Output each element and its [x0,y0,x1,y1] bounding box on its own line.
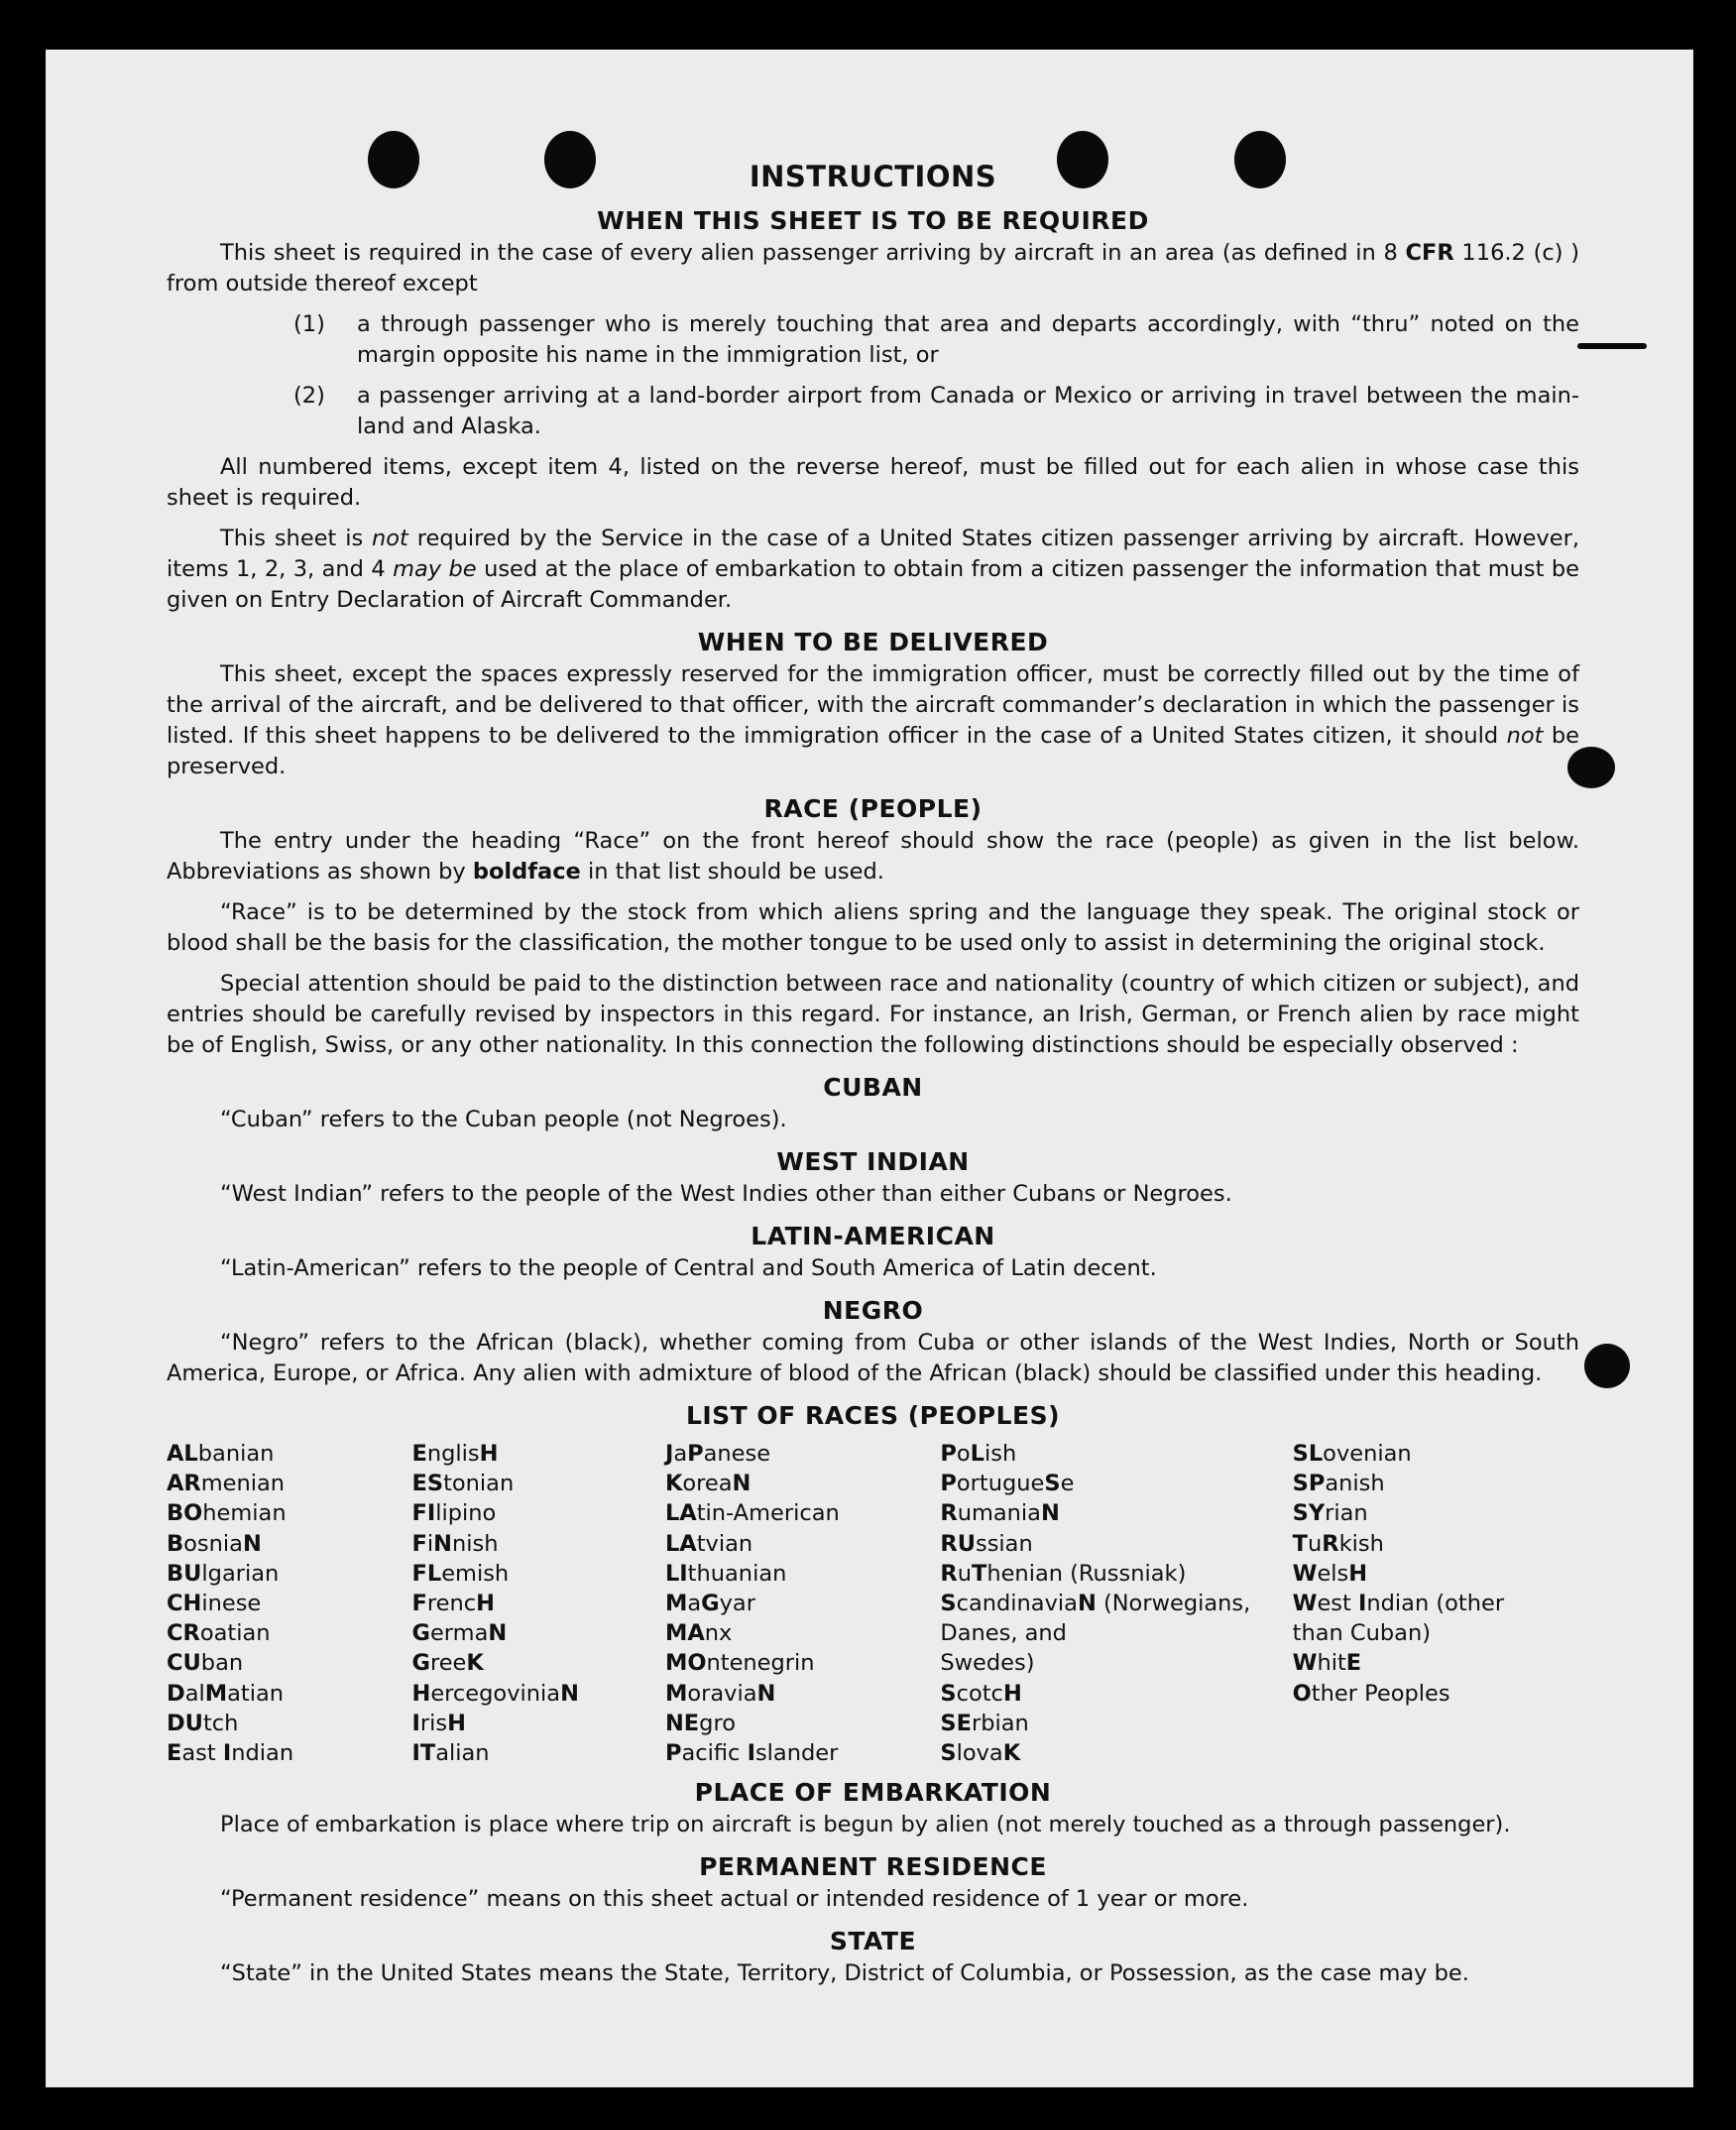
race-abbrev: N [1077,1591,1097,1617]
race-abbrev: CH [167,1591,202,1617]
race-entry: MAnx [664,1620,733,1647]
race-abbrev: P [687,1441,704,1467]
race-entry: FrencH [411,1591,495,1617]
race-abbrev: SP [1292,1471,1326,1497]
race-abbrev: K [1002,1740,1021,1767]
race-abbrev: S [940,1680,957,1707]
races-list [167,1439,1579,1768]
para-delivered: This sheet, except the spaces expressly reserved for the immigration officer, must be correctly filled out by the time of the arrival of the aircraft, and be delivered to that officer, with the aircraft commander’s declaration in which the passenger is listed. If this sheet happens to be delivered to the immigration officer in the case of a United States citizen, it should not be preserved. [167,661,1579,779]
race-abbrev: AL [167,1441,198,1467]
race-abbrev: W [1292,1650,1318,1677]
race-entry: BOhemian [167,1500,287,1527]
race-abbrev: FI [411,1500,436,1527]
race-entry: East Indian [167,1740,294,1767]
races-column [411,1439,664,1768]
race-entry: HercegoviniaN [411,1680,579,1707]
heading-negro: NEGRO [822,1296,924,1325]
heading-when-delivered: WHEN TO BE DELIVERED [697,628,1049,656]
heading-cuban: CUBAN [823,1073,923,1102]
race-abbrev: LA [664,1530,697,1557]
races-column [940,1439,1292,1768]
race-abbrev: P [664,1740,682,1767]
race-entry: LAtvian [664,1530,753,1557]
race-entry: IrisH [411,1710,466,1736]
race-abbrev: G [411,1620,430,1647]
race-abbrev: S [1044,1471,1061,1497]
race-entry: SlovaK [940,1740,1021,1767]
race-entry: ScotcH [940,1680,1022,1707]
race-entry: Pacific Islander [664,1740,839,1767]
races-column [167,1439,411,1768]
race-abbrev: MO [664,1650,707,1677]
race-abbrev: H [447,1710,466,1736]
race-entry: LAtin-American [664,1500,840,1527]
race-abbrev: N [756,1680,776,1707]
race-abbrev: AR [167,1471,201,1497]
heading-when-required: WHEN THIS SHEET IS TO BE REQUIRED [597,206,1149,235]
race-entry: Swedes) [940,1650,1035,1677]
para-race-stock: “Race” is to be determined by the stock from which aliens spring and the language they speak. The original stock or blood shall be the basis for the classification, the mother tongue to be used only to assist in determining the original stock. [167,899,1579,956]
para-required-intro: This sheet is required in the case of every alien passenger arriving by aircraft in an area (as defined in 8 CFR 116.2 (c) ) from outside thereof except [167,240,1579,296]
race-entry: than Cuban) [1292,1620,1431,1647]
para-race-nationality: Special attention should be paid to the distinction between race and nationality (country of which citizen or subject), and entries should be carefully revised by inspectors in this regard. For instance, an Irish, German, or French alien by race might be of English, Swiss, or any other nationality. In this connection the following distinctions should be especially observed : [167,971,1579,1058]
race-abbrev: K [466,1650,484,1677]
race-entry: MOntenegrin [664,1650,815,1677]
race-abbrev: N [242,1530,262,1557]
race-entry: EnglisH [411,1441,499,1467]
race-entry: MaGyar [664,1591,755,1617]
exception-item-1: (1) a through passenger who is merely touching that area and departs accordingly, with “thru” noted on the margin opposite his name in the immigration list, or [293,311,1579,368]
race-abbrev: M [664,1680,688,1707]
race-abbrev: P [940,1471,957,1497]
instructions-content [167,154,1579,1999]
race-abbrev: T [1292,1530,1308,1557]
race-entry: RuThenian (Russniak) [940,1560,1187,1587]
race-abbrev: FL [411,1560,442,1587]
race-abbrev: BU [167,1560,202,1587]
para-citizen: This sheet is not required by the Service in the case of a United States citizen passenger arriving by aircraft. However, items 1, 2, 3, and 4 may be used at the place of embarkation to obtain from a citizen passenger the information that must be given on Entry Declaration of Aircraft Commander. [167,526,1579,613]
para-residence: “Permanent residence” means on this sheet actual or intended residence of 1 year or more. [220,1886,1249,1913]
race-abbrev: DU [167,1710,203,1736]
para-latin-american: “Latin-American” refers to the people of Central and South America of Latin decent. [220,1255,1157,1281]
race-abbrev: H [479,1441,499,1467]
race-abbrev: ES [411,1471,444,1497]
race-abbrev: SE [940,1710,972,1736]
race-abbrev: W [1292,1560,1318,1587]
race-abbrev: LI [664,1560,688,1587]
race-abbrev: H [476,1591,495,1617]
race-entry: EStonian [411,1471,515,1497]
race-abbrev: O [1292,1680,1312,1707]
race-entry: LIthuanian [664,1560,787,1587]
race-abbrev: RU [940,1530,976,1557]
race-abbrev: D [167,1680,185,1707]
race-entry: SYrian [1292,1500,1368,1527]
race-entry: FiNnish [411,1530,499,1557]
para-state: “State” in the United States means the State, Territory, District of Columbia, or Possession, as the case may be. [220,1960,1469,1987]
race-entry: SPanish [1292,1471,1385,1497]
race-abbrev: R [940,1500,958,1527]
race-abbrev: LA [664,1500,697,1527]
race-entry: JaPanese [664,1441,771,1467]
race-entry: PortugueSe [940,1471,1075,1497]
race-abbrev: N [433,1530,452,1557]
exception-item-2: (2) a passenger arriving at a land-border airport from Canada or Mexico or arriving in travel between the main-land and Alaska. [293,383,1579,439]
race-entry: ITalian [411,1740,490,1767]
race-abbrev: BO [167,1500,203,1527]
race-abbrev: E [167,1740,182,1767]
race-abbrev: N [732,1471,752,1497]
race-entry: TuRkish [1292,1530,1384,1557]
race-entry: ALbanian [167,1441,275,1467]
heading-race: RACE (PEOPLE) [763,794,983,823]
heading-residence: PERMANENT RESIDENCE [699,1852,1047,1882]
race-abbrev: N [1040,1500,1060,1527]
race-entry: Danes, and [940,1620,1067,1647]
para-race-entry: The entry under the heading “Race” on the front hereof should show the race (people) as given in the list below. Abbreviations as shown by boldface in that list should be used. [167,828,1579,885]
heading-west-indian: WEST INDIAN [776,1147,970,1176]
race-entry: DalMatian [167,1680,285,1707]
race-entry: BosniaN [167,1530,262,1557]
race-abbrev: W [1292,1591,1318,1617]
race-entry: BUlgarian [167,1560,280,1587]
race-entry: RUssian [940,1530,1033,1557]
race-entry: SErbian [940,1710,1029,1736]
race-abbrev: CR [167,1620,200,1647]
race-abbrev: B [167,1530,184,1557]
race-entry: SLovenian [1292,1441,1412,1467]
race-abbrev: H [411,1680,431,1707]
race-abbrev: E [1345,1650,1362,1677]
race-abbrev: E [411,1441,427,1467]
race-abbrev: T [971,1560,987,1587]
race-abbrev: H [1002,1680,1022,1707]
race-abbrev: F [411,1530,427,1557]
para-negro: “Negro” refers to the African (black), whether coming from Cuba or other islands of the West Indies, North or South America, Europe, or Africa. Any alien with admixture of blood of the African (black) should be classified under this heading. [167,1330,1579,1386]
race-abbrev: NE [664,1710,700,1736]
race-entry: MoraviaN [664,1680,776,1707]
race-entry: WelsH [1292,1560,1368,1587]
races-column [1293,1439,1579,1768]
ink-blot [1584,1344,1630,1388]
race-entry: NEgro [664,1710,736,1736]
race-abbrev: R [940,1560,958,1587]
race-abbrev: N [560,1680,579,1707]
document-sheet [46,50,1693,2087]
race-entry: GermaN [411,1620,508,1647]
race-entry: CRoatian [167,1620,271,1647]
race-abbrev: F [411,1591,427,1617]
race-entry: CHinese [167,1591,262,1617]
heading-embarkation: PLACE OF EMBARKATION [694,1778,1052,1808]
race-abbrev: M [204,1680,228,1707]
race-entry: FLemish [411,1560,510,1587]
para-embarkation: Place of embarkation is place where trip on aircraft is begun by alien (not merely touched as a through passenger). [220,1812,1511,1838]
para-west-indian: “West Indian” refers to the people of the West Indies other than either Cubans or Negroes. [220,1181,1232,1207]
race-abbrev: P [940,1441,957,1467]
race-abbrev: H [1348,1560,1368,1587]
race-abbrev: SL [1292,1441,1324,1467]
races-column [665,1439,940,1768]
heading-state: STATE [829,1927,917,1956]
race-abbrev: CU [167,1650,201,1677]
race-entry: PoLish [940,1441,1017,1467]
heading-latin-american: LATIN-AMERICAN [751,1222,995,1250]
race-abbrev: I [411,1710,420,1736]
race-abbrev: L [970,1441,984,1467]
race-entry: WhitE [1292,1650,1362,1677]
race-abbrev: M [664,1591,688,1617]
race-abbrev: I [222,1740,232,1767]
race-abbrev: S [940,1740,957,1767]
race-abbrev: K [664,1471,683,1497]
heading-list-of-races: LIST OF RACES (PEOPLES) [685,1401,1061,1430]
race-abbrev: G [701,1591,720,1617]
race-abbrev: G [411,1650,430,1677]
ink-mark [1577,343,1647,349]
race-entry: CUban [167,1650,244,1677]
race-entry: KoreaN [664,1471,752,1497]
race-entry: FIlipino [411,1500,497,1527]
race-entry: ARmenian [167,1471,286,1497]
race-entry: DUtch [167,1710,239,1736]
race-entry: RumaniaN [940,1500,1060,1527]
race-entry: GreeK [411,1650,484,1677]
race-abbrev: S [940,1591,957,1617]
race-abbrev: I [747,1740,755,1767]
para-cuban: “Cuban” refers to the Cuban people (not Negroes). [220,1107,787,1132]
race-abbrev: I [1358,1591,1367,1617]
race-abbrev: N [488,1620,508,1647]
race-abbrev: R [1322,1530,1339,1557]
race-entry: ScandinaviaN (Norwegians, [940,1591,1251,1617]
page-title: INSTRUCTIONS [749,160,997,193]
para-numbered-items: All numbered items, except item 4, listed on the reverse hereof, must be filled out for each alien in whose case this sheet is required. [167,454,1579,511]
race-abbrev: SY [1292,1500,1326,1527]
race-abbrev: MA [664,1620,705,1647]
race-entry: West Indian (other [1292,1591,1505,1617]
race-abbrev: J [664,1441,674,1467]
race-entry: Other Peoples [1292,1680,1450,1707]
race-abbrev: IT [411,1740,436,1767]
